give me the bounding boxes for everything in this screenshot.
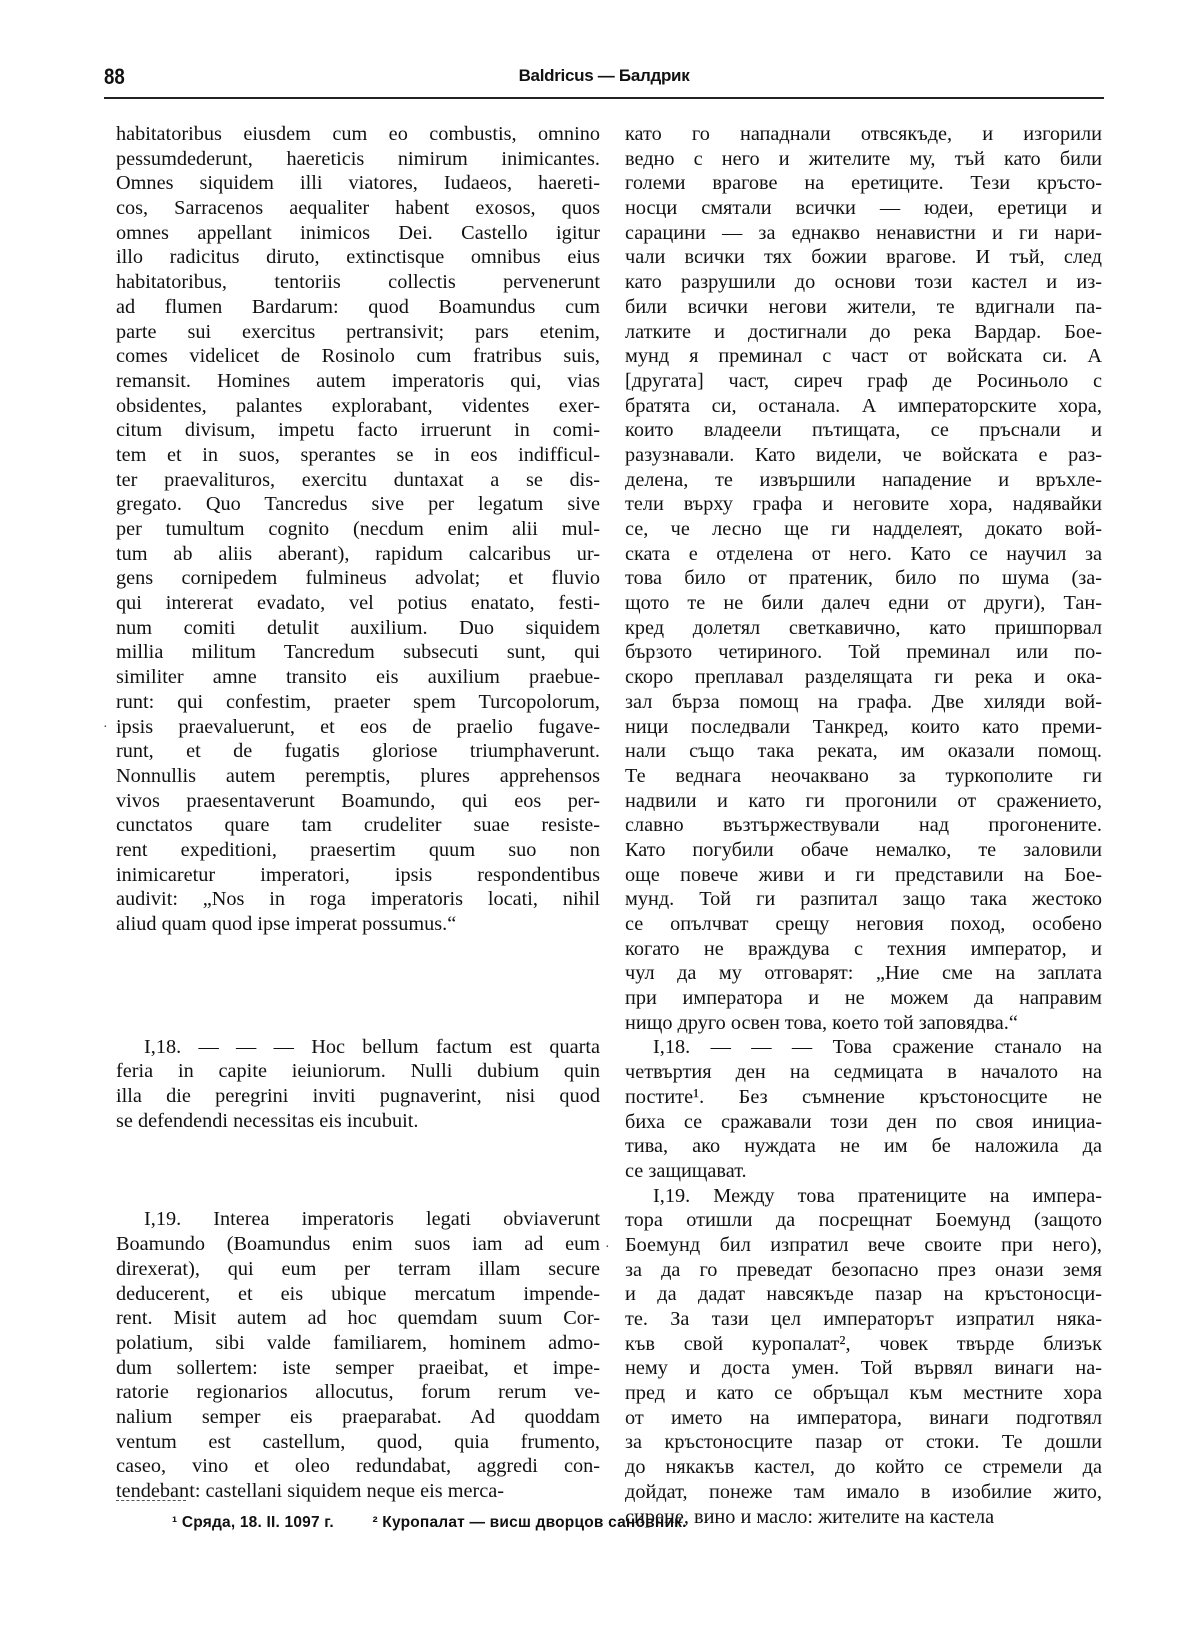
text-line: feria in capite ieiuniorum. Nulli dubium quin xyxy=(116,1060,600,1083)
text-line: пред и като се обръщал към местните хора xyxy=(625,1382,1102,1405)
text-line: тора отишли да посрещнат Боемунд (защото xyxy=(625,1209,1102,1232)
text-line: ведно с него и жителите му, тъй като били xyxy=(625,147,1102,170)
text-line: gregato. Quo Tancredus sive per legatum sive xyxy=(116,493,600,516)
text-line: четвъртия ден на седмицата в началото на xyxy=(625,1061,1102,1084)
text-line: от името на императора, винаги подготвял xyxy=(625,1406,1102,1429)
text-line: биха се сражавали този ден по своя инициа- xyxy=(625,1110,1102,1133)
text-line: тива, ако нуждата не им бе наложила да xyxy=(625,1135,1102,1158)
text-line: gens cornipedem fulmineus advolat; et fluvio xyxy=(116,567,600,590)
text-line: носци смятали всички — юдеи, еретици и xyxy=(625,197,1102,220)
text-line: сарацини — за еднакво ненавистни и ги нари- xyxy=(625,221,1102,244)
text-line: Nonnullis autem peremptis, plures apprehensos xyxy=(116,764,600,787)
text-line: runt: qui confestim, praeter spem Turcopolorum, xyxy=(116,690,600,713)
text-line: ventum est castellum, quod, quia frumento, xyxy=(116,1430,600,1453)
text-line: скоро преплавал разделящата ги река и ока- xyxy=(625,666,1102,689)
footnote-1: ¹ Сряда, 18. II. 1097 г. xyxy=(172,1514,334,1531)
text-line: inimicaretur imperatori, ipsis respondentibus xyxy=(116,863,600,886)
latin-paragraph-2 xyxy=(116,1035,600,1134)
text-line: ници последвали Танкред, които като преми- xyxy=(625,715,1102,738)
text-line: това било от пратеник, било по шума (за- xyxy=(625,567,1102,590)
text-line: ratorie regionarios allocutus, forum rerum ve- xyxy=(116,1381,600,1404)
text-line: vivos praesentaverunt Boamundo, qui eos per- xyxy=(116,789,600,812)
text-line: постите¹. Без съмнение кръстоносците не xyxy=(625,1085,1102,1108)
text-line: ad flumen Bardarum: quod Boamundus cum xyxy=(116,295,600,318)
text-line: millia militum Tancredum subsecuti sunt, qui xyxy=(116,641,600,664)
text-line: tum ab aliis aberant), rapidum calcaribus ur- xyxy=(116,542,600,565)
footnote-2: ² Куропалат — висш дворцов сановник. xyxy=(372,1514,687,1531)
text-line: като разрушили до основи този кастел и из- xyxy=(625,271,1102,294)
footnotes xyxy=(172,1514,721,1532)
text-line: чул да му отговарят: „Ние сме на заплата xyxy=(625,962,1102,985)
text-line: мунд. Той ги разпитал защо така жестоко xyxy=(625,888,1102,911)
text-line: бързото четириного. Той преминал или по- xyxy=(625,641,1102,664)
text-line: direxerat), qui eum per terram illam secure xyxy=(116,1257,600,1280)
text-line: кред долетял светкавично, като пришпорвал xyxy=(625,616,1102,639)
text-line: I,18. — — — Hoc bellum factum est quarta xyxy=(144,1035,600,1058)
latin-paragraph-3 xyxy=(116,1207,600,1503)
text-line: Boamundo (Boamundus enim suos iam ad eum xyxy=(116,1233,600,1256)
text-line: Omnes siquidem illi viatores, Iudaeos, haereti- xyxy=(116,172,600,195)
page-number: 88 xyxy=(104,64,125,89)
text-line: разузнавали. Като видели, че войската е раз- xyxy=(625,443,1102,466)
text-line: per tumultum cognito (necdum enim alii mul- xyxy=(116,518,600,540)
text-line: citum divisum, impetu facto irruerunt in comi- xyxy=(116,419,600,442)
text-line: qui intererat evadato, vel potius enatato, festi- xyxy=(116,592,600,615)
text-line: Те веднага неочаквано за туркополите ги xyxy=(625,764,1102,787)
text-line: до някакъв кастел, до който се стремели да xyxy=(625,1456,1102,1479)
text-line: латките и достигнали до река Вардар. Бое- xyxy=(625,320,1102,343)
text-line: remansit. Homines autem imperatoris qui, vias xyxy=(116,369,600,392)
text-line: illa die peregrini inviti pugnaverint, nisi quod xyxy=(116,1085,600,1108)
text-line: nalium semper eis praeparabat. Ad quoddam xyxy=(116,1405,600,1428)
footnote-rule xyxy=(116,1500,186,1501)
text-line: при императора и не можем да направим xyxy=(625,987,1102,1010)
margin-mark: · xyxy=(605,1240,610,1255)
text-line: caseo, vino et oleo redundabat, aggredi con- xyxy=(116,1455,600,1478)
header-rule xyxy=(104,97,1104,99)
text-line: те. За тази цел императорът изпратил няка- xyxy=(625,1308,1102,1330)
text-line: Боемунд бил изпратил вече своите при него), xyxy=(625,1233,1102,1256)
text-line: ската е отделена от него. Като се научил за xyxy=(625,542,1102,565)
text-line: дойдат, понеже там имало в изобилие жито, xyxy=(625,1480,1102,1503)
text-line: runt, et de fugatis gloriose triumphaverunt. xyxy=(116,740,600,763)
text-line: сирене, вино и масло: жителите на кастела xyxy=(625,1505,995,1528)
text-line: чали всички тях божии врагове. И тъй, след xyxy=(625,246,1102,269)
text-line: за да го преведат безопасно през онази земя xyxy=(625,1258,1102,1281)
text-line: нему и доста умен. Той вървял винаги на- xyxy=(625,1357,1102,1380)
bulgarian-paragraph-2 xyxy=(625,1035,1102,1183)
text-line: cos, Sarracenos aequaliter habent exosos, quos xyxy=(116,197,600,220)
text-line: нали също така реката, им оказали помощ. xyxy=(625,740,1102,763)
text-line: още повече живи и ги представили на Бое- xyxy=(625,863,1102,886)
text-line: се, че лесно ще ги надделеят, докато вой- xyxy=(625,518,1102,540)
text-line: I,19. Interea imperatoris legati obviaverunt xyxy=(144,1208,600,1231)
text-line: ter praevalituros, exercitu duntaxat a se dis- xyxy=(116,468,600,491)
text-line: deducerent, et eis ubique mercatum impende- xyxy=(116,1282,600,1305)
text-line: ipsis praevaluerunt, et eos de praelio fugave- xyxy=(116,715,600,738)
bulgarian-paragraph-1 xyxy=(625,122,1102,1035)
text-line: obsidentes, palantes explorabant, videntes exer- xyxy=(116,394,600,417)
text-line: rent expeditioni, praesertim quum suo non xyxy=(116,838,600,861)
text-line: tendebant: castellani siquidem neque eis merca- xyxy=(116,1480,505,1502)
text-line: се защищават. xyxy=(625,1159,747,1182)
text-line: cunctatos quare tam crudeliter suae resiste- xyxy=(116,814,600,837)
text-line: братята си, останала. А императорските хора, xyxy=(625,394,1102,417)
latin-paragraph-1 xyxy=(116,122,600,937)
text-line: когато не враждува с техния император, и xyxy=(625,937,1102,960)
text-line: тели върху графа и неговите хора, надявайки xyxy=(625,493,1102,516)
text-line: omnes appellant inimicos Dei. Castello igitur xyxy=(116,221,600,244)
text-line: comes videlicet de Rosinolo cum fratribus suis, xyxy=(116,345,600,368)
text-line: славно възтържествували над прогонените. xyxy=(625,814,1102,837)
text-line: rent. Misit autem ad hoc quemdam suum Cor- xyxy=(116,1307,600,1330)
text-line: зал бърза помощ на графа. Две хиляди вой- xyxy=(625,690,1102,713)
text-line: се опълчват срещу неговия поход, особено xyxy=(625,913,1102,935)
text-line: [другата] част, сиреч граф де Росиньоло с xyxy=(625,369,1102,392)
text-line: polatium, sibi valde familiarem, hominem admo- xyxy=(116,1331,600,1354)
text-line: audivit: „Nos in roga imperatoris locati, nihil xyxy=(116,888,600,911)
margin-mark: · xyxy=(103,720,108,735)
text-line: dum sollertem: iste semper praeibat, et impe- xyxy=(116,1356,600,1379)
bulgarian-column xyxy=(625,122,1102,1529)
text-line: които владеели пътищата, се пръснали и xyxy=(625,419,1102,442)
page-header xyxy=(104,64,1104,94)
text-line: num comiti detulit auxilium. Duo siquidem xyxy=(116,616,600,639)
text-line: illo radicitus diruto, extinctisque omnibus eius xyxy=(116,246,600,269)
text-line: habitatoribus, tentoriis collectis pervenerunt xyxy=(116,271,600,294)
text-line: големи врагове на еретиците. Тези кръсто- xyxy=(625,172,1102,195)
text-line: tem et in suos, sperantes se in eos indifficul- xyxy=(116,443,600,466)
text-line: I,19. Между това пратениците на импера- xyxy=(653,1184,1102,1207)
text-line: aliud quam quod ipse imperat possumus.“ xyxy=(116,913,457,935)
text-line: къв свой куропалат², човек твърде близък xyxy=(625,1332,1102,1355)
text-line: Като погубили обаче немалко, те заловили xyxy=(625,838,1102,861)
text-line: мунд я преминал с част от войската си. А xyxy=(625,345,1102,368)
text-line: като го нападнали отвсякъде, и изгорили xyxy=(625,123,1102,145)
text-line: и да дадат навсякъде пазар на кръстоносци- xyxy=(625,1283,1102,1306)
bulgarian-paragraph-3 xyxy=(625,1184,1102,1530)
text-line: щото те не били далеч едни от други), Тан- xyxy=(625,592,1102,615)
running-title: Baldricus — Балдрик xyxy=(518,66,690,85)
text-line: I,18. — — — Това сражение станало на xyxy=(653,1036,1102,1059)
text-line: надвили и като ги прогонили от сражението, xyxy=(625,789,1102,812)
text-line: se defendendi necessitas eis incubuit. xyxy=(116,1109,419,1132)
text-line: делена, те извършили нападение и връхле- xyxy=(625,468,1102,491)
latin-column xyxy=(116,122,600,1504)
text-line: били всички негови жители, те вдигнали па- xyxy=(625,295,1102,318)
text-line: parte sui exercitus pertransivit; pars etenim, xyxy=(116,320,600,343)
text-line: за кръстоносците пазар от стоки. Те дошли xyxy=(625,1431,1102,1454)
text-line: нищо друго освен това, което той заповядва.“ xyxy=(625,1011,1018,1034)
text-line: similiter amne transito eis auxilium praebue- xyxy=(116,666,600,689)
text-line: habitatoribus eiusdem cum eo combustis, omnino xyxy=(116,123,600,145)
text-line: pessumdederunt, haereticis nimirum inimicantes. xyxy=(116,147,600,170)
